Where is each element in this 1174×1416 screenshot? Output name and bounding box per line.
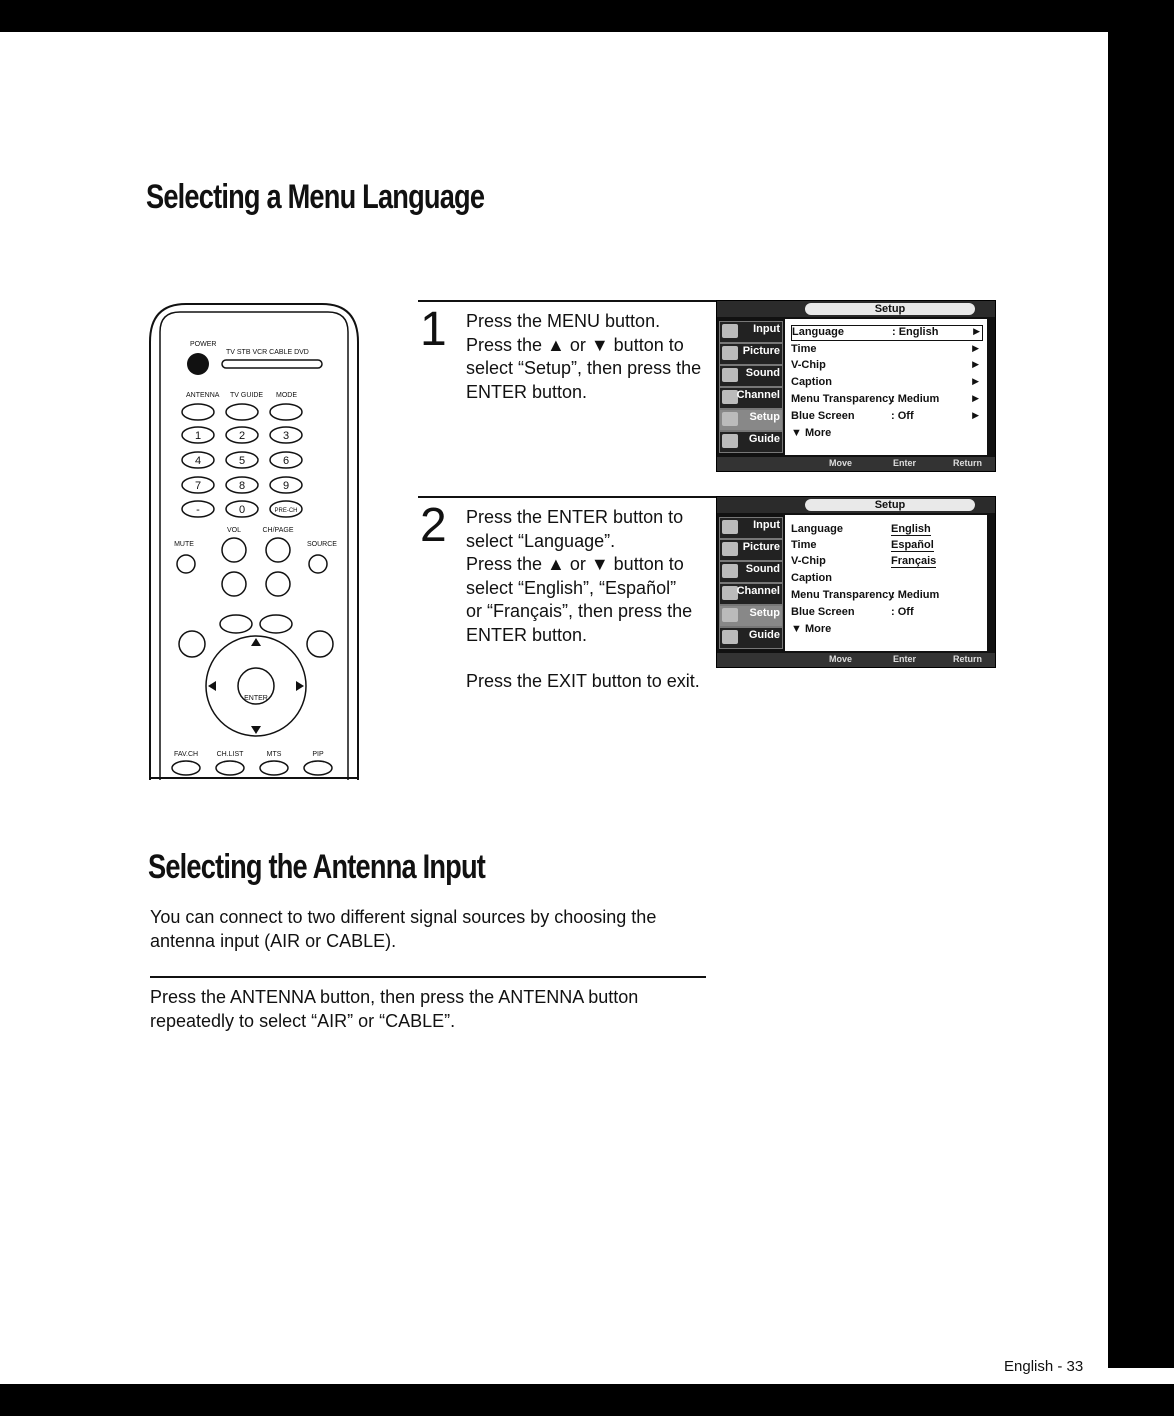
svg-text:6: 6 xyxy=(282,455,290,467)
antenna-instruction: Press the ANTENNA button, then press the ANTENNA button repeatedly to select “AIR” or “CABLE”. xyxy=(150,987,639,1031)
osd-tab-channel: Channel xyxy=(719,387,783,409)
osd-row-language: Language English xyxy=(791,523,931,535)
setup-icon xyxy=(722,608,738,622)
right-border xyxy=(1108,32,1174,1368)
osd-row-blue-screen: Blue Screen : Off ▶ xyxy=(791,410,979,422)
osd-tab-setup: Setup xyxy=(719,605,783,627)
osd-row-time: Time ▶ xyxy=(791,343,979,355)
bottom-border xyxy=(0,1384,1174,1416)
osd-title: Setup xyxy=(805,303,975,315)
antenna-rule xyxy=(150,976,706,978)
step2-number: 2 xyxy=(420,499,447,552)
top-border xyxy=(0,0,1174,32)
svg-text:MODE: MODE xyxy=(276,392,297,399)
osd-tab-picture: Picture xyxy=(719,343,783,365)
osd-title: Setup xyxy=(805,499,975,511)
osd-footer: Move Enter Return xyxy=(717,653,995,667)
guide-icon xyxy=(722,630,738,644)
osd-row-caption: Caption xyxy=(791,572,832,584)
svg-text:-: - xyxy=(196,504,200,516)
picture-icon xyxy=(722,542,738,556)
svg-text:8: 8 xyxy=(238,480,246,492)
osd-row-language: Language : English ▶ xyxy=(791,325,983,341)
picture-icon xyxy=(722,346,738,360)
svg-text:CH.LIST: CH.LIST xyxy=(216,751,244,758)
svg-text:5: 5 xyxy=(238,455,246,467)
svg-text:ANTENNA: ANTENNA xyxy=(186,392,220,399)
remote-control-illustration xyxy=(146,302,362,780)
osd-row-vchip: V-Chip Français xyxy=(791,555,937,567)
svg-text:3: 3 xyxy=(282,430,290,442)
svg-text:SOURCE: SOURCE xyxy=(307,541,337,548)
svg-text:FAV.CH: FAV.CH xyxy=(173,751,199,758)
osd-tabs xyxy=(717,513,785,653)
exit-instruction: Press the EXIT button to exit. xyxy=(466,671,700,691)
osd-row-time: Time Español xyxy=(791,539,934,551)
input-icon xyxy=(722,324,738,338)
osd-row-menu-transparency: Menu Transparency : Medium ▶ xyxy=(791,393,979,405)
svg-text:0: 0 xyxy=(238,504,246,516)
osd-row-blue-screen: Blue Screen : Off xyxy=(791,606,914,618)
osd-setup-menu-1 xyxy=(716,300,996,472)
osd-tab-sound: Sound xyxy=(719,365,783,387)
svg-text:4: 4 xyxy=(194,455,202,467)
step2-rule xyxy=(418,496,716,498)
guide-icon xyxy=(722,434,738,448)
remote-modes-label: TV STB VCR CABLE DVD xyxy=(226,349,309,356)
svg-text:1: 1 xyxy=(194,430,202,442)
step1-rule xyxy=(418,300,716,302)
osd-tab-guide: Guide xyxy=(719,627,783,649)
input-icon xyxy=(722,520,738,534)
svg-text:MTS: MTS xyxy=(266,751,282,758)
step2-text: Press the ENTER button to select “Language”. Press the ▲ or ▼ button to select “English”, “Español” or “Français”, then press the ENTER button. xyxy=(466,507,693,645)
osd-tab-guide: Guide xyxy=(719,431,783,453)
svg-text:PIP: PIP xyxy=(312,751,324,758)
osd-tabs xyxy=(717,317,785,457)
osd-tab-picture: Picture xyxy=(719,539,783,561)
section-title-menu-language: Selecting a Menu Language xyxy=(146,178,485,216)
svg-text:9: 9 xyxy=(282,480,290,492)
step1-text: Press the MENU button. Press the ▲ or ▼ button to select “Setup”, then press the ENTER button. xyxy=(466,311,702,402)
osd-panel xyxy=(785,319,987,455)
sound-icon xyxy=(722,368,738,382)
svg-text:7: 7 xyxy=(194,480,202,492)
section-title-antenna-input: Selecting the Antenna Input xyxy=(148,848,486,886)
remote-power-label: POWER xyxy=(190,341,217,348)
svg-text:MUTE: MUTE xyxy=(174,541,194,548)
svg-text:ENTER: ENTER xyxy=(244,695,268,702)
svg-text:2: 2 xyxy=(238,430,246,442)
svg-text:VOL: VOL xyxy=(226,527,242,534)
osd-tab-setup: Setup xyxy=(719,409,783,431)
antenna-intro: You can connect to two different signal sources by choosing the antenna input (AIR or CABLE). xyxy=(150,907,657,951)
svg-text:TV GUIDE: TV GUIDE xyxy=(230,392,264,399)
osd-row-more: ▼ More xyxy=(791,427,832,439)
osd-tab-sound: Sound xyxy=(719,561,783,583)
sound-icon xyxy=(722,564,738,578)
osd-tab-input: Input xyxy=(719,321,783,343)
svg-text:PRE-CH: PRE-CH xyxy=(274,508,298,514)
osd-row-menu-transparency: Menu Transparency : Medium xyxy=(791,589,940,601)
svg-text:CH/PAGE: CH/PAGE xyxy=(262,527,294,534)
osd-row-more: ▼ More xyxy=(791,623,832,635)
setup-icon xyxy=(722,412,738,426)
osd-panel xyxy=(785,515,987,651)
channel-icon xyxy=(722,586,738,600)
osd-tab-input: Input xyxy=(719,517,783,539)
osd-setup-menu-2 xyxy=(716,496,996,668)
osd-row-caption: Caption ▶ xyxy=(791,376,979,388)
osd-tab-channel: Channel xyxy=(719,583,783,605)
osd-footer: Move Enter Return xyxy=(717,457,995,471)
page-number: English - 33 xyxy=(1004,1358,1084,1375)
step1-number: 1 xyxy=(420,303,447,356)
osd-row-vchip: V-Chip ▶ xyxy=(791,359,979,371)
channel-icon xyxy=(722,390,738,404)
